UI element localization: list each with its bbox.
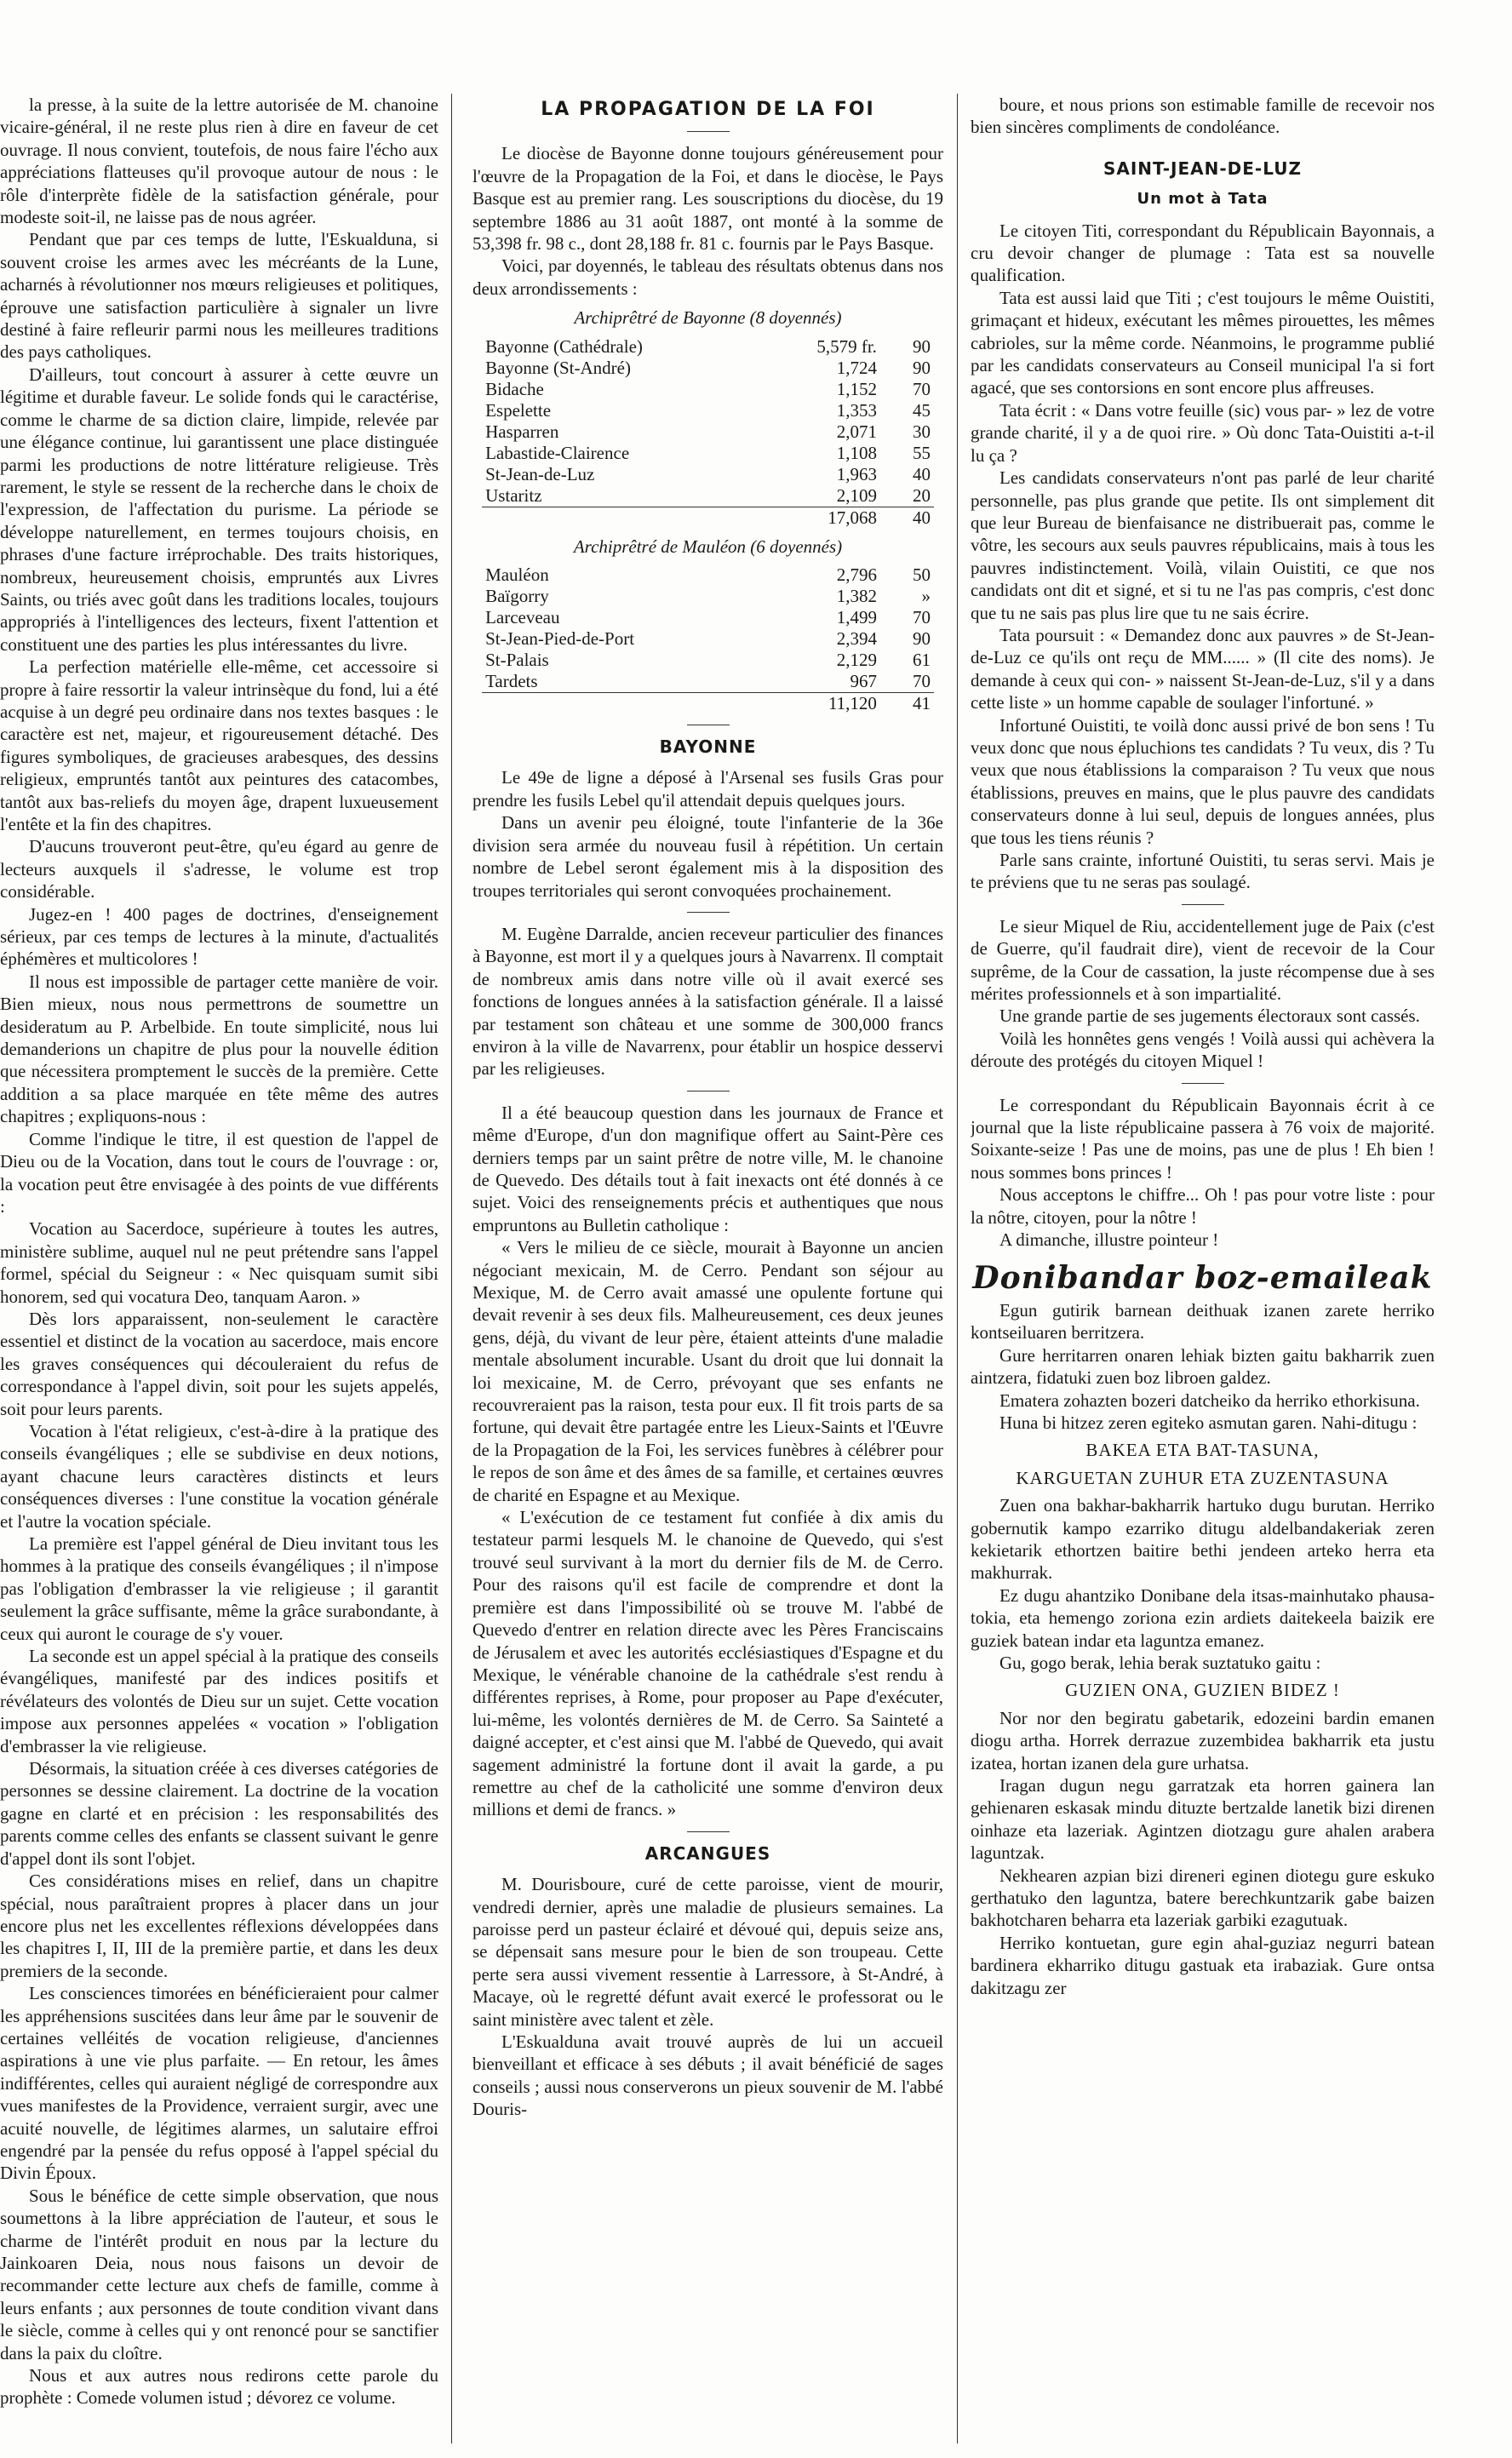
column-right xyxy=(971,94,1435,2426)
motto-line-2: KARGUETAN ZUHUR ETA ZUZENTASUNA xyxy=(1016,1467,1389,1488)
paragraph: Il nous est impossible de partager cette manière de voir. Bien mieux, nous nous permettrons de soumettre un desideratum au P. Arbelbide. En toute simplicité, nous lui demanderions un chapitre de plus pour la nouvelle édition que nécessitera promptement le succès de la première. Cette addition a sa place marquée en tête même des autres chapitres ; expliquons-nous : xyxy=(0,971,438,1127)
paragraph: Ematera zohazten bozeri datcheiko da herriko ethorkisuna. xyxy=(999,1389,1420,1411)
amount-cents: 55 xyxy=(912,442,931,463)
book-review-article xyxy=(0,94,438,2409)
doyenne-name: Ustaritz xyxy=(485,484,542,506)
paragraph: Nous acceptons le chiffre... Oh ! pas pour votre liste : pour la nôtre, citoyen, pour la nôtre ! xyxy=(971,1184,1435,1228)
paragraph: Huna bi hitzez zeren egiteko asmutan garen. Nahi-ditugu : xyxy=(999,1412,1418,1433)
table-row xyxy=(482,464,934,485)
heading-saint-jean-de-luz: SAINT-JEAN-DE-LUZ xyxy=(1102,158,1303,179)
arcangues-news xyxy=(472,1873,943,2120)
paragraph: Voici, par doyennés, le tableau des résultats obtenus dans nos deux arrondissements : xyxy=(472,255,943,299)
paragraph: boure, et nous prions son estimable famille de recevoir nos bien sincères compliments de condoléance. xyxy=(971,95,1435,138)
doyenne-name: St-Jean-de-Luz xyxy=(485,463,595,484)
paragraph: Vocation à l'état religieux, c'est-à-dire à la pratique des conseils évangéliques ; elle se subdivise en deux notions, ayant chacune leurs caractères distincts et leurs conséquences diverses : l'une constitue la vocation générale et l'autre la vocation spéciale. xyxy=(0,1420,438,1532)
paragraph: L'Eskualduna avait trouvé auprès de lui un accueil bienveillant et efficace à ses débuts ; il avait bénéficié de sages conseils ; aussi nous conserverons un pieux souvenir de M. l'abbé Douris- xyxy=(472,2031,943,2120)
paragraph: Jugez-en ! 400 pages de doctrines, d'enseignement sérieux, par ces temps de lectures à la minute, d'actualités éphémères et multicolores ! xyxy=(0,903,438,970)
amount-francs: 5,579 fr. xyxy=(816,335,877,357)
paragraph: Iragan dugun negu garratzak eta horren gainera lan gehienaren eskasak mindu dituzte bertzalde lanetik bizi direnen oinhaze eta lazeriak. Agintzen diotzagu gure ahalen arabera laguntzak. xyxy=(971,1775,1435,1864)
paragraph: Infortuné Ouistiti, te voilà donc aussi privé de bon sens ! Tu veux donc que nous épluchions tes candidats ? Tu veux, dis ? Tu veux que nous établissions la comparaison ? Tu veux que nous établissions, preuves en mains, que le plus pauvre des candidats conservateurs donne à lui seul, depuis de longues années, plus que tous les tiens réunis ? xyxy=(971,714,1435,848)
paragraph: Les consciences timorées en bénéficieraient pour calmer les appréhensions suscitées dans leur âme par le souvenir de certaines velléités de vocation religieuse, d'anciennes aspirations à une vie plus parfaite. — En retour, les âmes indifférentes, celles qui auraient négligé de correspondre aux vues manifestes de la Providence, verraient surgir, avec une acuité nouvelle, de légitimes alarmes, un salutaire effroi engendré par la pensée du refus opposé à l'appel spécial du Divin Époux. xyxy=(0,1983,438,2184)
paragraph: Tata est aussi laid que Titi ; c'est toujours le même Ouistiti, grimaçant et hideux, exécutant les mêmes pirouettes, les mêmes cabrioles, sur la même corde. Néanmoins, le programme publié par les candidats conservateurs au Conseil municipal l'a si fort agacé, que ses contorsions en sont encore plus affreuses. xyxy=(971,287,1435,398)
amount-francs: 2,129 xyxy=(836,650,877,671)
amount-cents: 90 xyxy=(912,335,931,357)
divider xyxy=(1182,1083,1224,1084)
paragraph: Gure herritarren onaren lehiak bizten gaitu bakharrik zuen aintzera, fidatuki zuen boz libroen galdez. xyxy=(971,1344,1435,1389)
amount-cents: 61 xyxy=(912,650,931,671)
paragraph: Dans un avenir peu éloigné, toute l'infanterie de la 36e division sera armée du nouveau fusil à répétition. Un certain nombre de Lebel seront également mis à la disposition des troupes territoriales qui seront convoquées prochainement. xyxy=(472,812,943,901)
column-divider xyxy=(451,94,452,2444)
paragraph: La première est l'appel général de Dieu invitant tous les hommes à la pratique des conseils évangéliques ; il n'impose pas l'obligation d'embrasser la vie religieuse ; il garantit seulement la grâce suffisante, même la grâce surabondante, à ceux qui auront le courage de s'y vouer. xyxy=(0,1533,438,1644)
paragraph: A dimanche, illustre pointeur ! xyxy=(999,1229,1219,1251)
table-row xyxy=(482,607,934,628)
paragraph: Voilà les honnêtes gens vengés ! Voilà aussi qui achèvera la déroute des protégés du citoyen Miquel ! xyxy=(971,1028,1435,1072)
amount-cents: 70 xyxy=(912,671,931,692)
paragraph: Il a été beaucoup question dans les journaux de France et même d'Europe, d'un don magnifique offert au Saint-Père ces derniers temps par un saint prêtre de notre ville, M. le chanoine de Quevedo. Des détails tout à fait inexacts ont été donnés à ce sujet. Voici des renseignements précis et authentiques que nous empruntons au Bulletin catholique : xyxy=(472,1102,943,1235)
heading-donibandar: Donibandar boz-emaileak xyxy=(972,1259,1433,1296)
paragraph: Les candidats conservateurs n'ont pas parlé de leur charité personnelle, pas plus grande que petite. Ils ont simplement dit que leur Bureau de bienfaisance ne distribuerait pas, comme le vôtre, les secours aux seuls pauvres républicains, mais à tous les pauvres indistinctement. Voilà, vilain Ouistiti, ce que nos candidats ont dit et signé, et si tu ne l'as pas compris, c'est donc que tu ne sais pas plus lire que tu ne sais écrire. xyxy=(971,467,1435,623)
table-row xyxy=(482,400,934,421)
column-middle xyxy=(472,94,943,2426)
amount-cents: 30 xyxy=(912,421,931,442)
doyenne-name: Tardets xyxy=(485,671,538,692)
paragraph: Dès lors apparaissent, non-seulement le caractère essentiel et distinct de la vocation au sacerdoce, mais encore les graves conséquences qui découleraient du refus de correspondance à l'appel divin, soit pour les sujets appelés, soit pour leurs parents. xyxy=(0,1308,438,1419)
amount-cents: 45 xyxy=(912,399,931,421)
paragraph: M. Dourisboure, curé de cette paroisse, vient de mourir, vendredi dernier, après une maladie de plusieurs semaines. La paroisse perd un pasteur éclairé et dévoué qui, depuis seize ans, se dépensait sans mesure pour le bien de son troupeau. Cette perte sera aussi vivement ressentie à Larressore, à St-André, à Macaye, où le regretté défunt avait exercé le professorat ou le saint ministère avec talent et zèle. xyxy=(472,1874,943,2030)
basque-article-part1 xyxy=(971,1299,1435,1434)
paragraph: D'ailleurs, tout concourt à assurer à cette œuvre un légitime et durable faveur. Le solide fonds qui le caractérise, comme le charme de sa diction claire, limpide, relevée par une élégance continue, lui garantissent une place distinguée parmi les productions de notre littérature religieuse. Très rarement, le style se ressent de la recherche dans le choix de l'expression, de l'affectation du purisme. La période se développe naturellement, en termes toujours choisis, en phrases d'une facture irréprochable. Des traits historiques, nombreux, heureusement choisis, empruntés aux Livres Saints, ou triés avec goût dans les traditions locales, toujours appropriés à l'intelligences des lecteurs, fixent l'attention et constituent une des parties les plus intéressantes du livre. xyxy=(0,364,438,655)
doyenne-name: Espelette xyxy=(485,399,552,421)
amount-francs: 1,382 xyxy=(836,586,877,607)
miquel-article xyxy=(971,915,1435,1073)
amount-cents: » xyxy=(921,586,931,607)
paragraph: Le sieur Miquel de Riu, accidentellement juge de Paix (c'est de Guerre, qu'il faudrait dire), vient de recevoir de la Cour suprême, de la Cour de cassation, la juste récompense due à ses mérites professionnels et à son impartialité. xyxy=(971,915,1435,1005)
amount-francs: 1,963 xyxy=(836,463,877,484)
total-cents: 41 xyxy=(880,693,934,715)
motto-line-1: BAKEA ETA BAT-TASUNA, xyxy=(1085,1440,1320,1461)
paragraph: Vocation au Sacerdoce, supérieure à toutes les autres, ministère sublime, auquel nul ne peut prétendre sans l'appel formel, spécial du Seigneur : « Nec quisquam sumit sibi honorem, sed qui vocatura Deo, tanquam Aaron. » xyxy=(0,1218,438,1307)
paragraph: Nekhearen azpian bizi direneri eginen diotegu gure eskuko gerthatuko den laguntza, batere berechkuntzarik gabe baizen bakhotcharen beharra eta lazeriak garbiki ezagutuak. xyxy=(971,1865,1435,1931)
basque-article-part2 xyxy=(971,1494,1435,1674)
paragraph: « Vers le milieu de ce siècle, mourait à Bayonne un ancien négociant mexicain, M. de Cerro. Pendant son séjour au Mexique, M. de Cerro avait amassé une opulente fortune qui devait revenir à ses deux fils. Malheureusement, ces deux jeunes gens, déjà, du vivant de leur père, étaient atteints d'une maladie mentale absolument incurable. Usant du droit que lui donnait la loi mexicaine, M. de Cerro, prévoyant que ses enfants ne recouvreraient pas la raison, testa pour eux. Il fit trois parts de sa fortune, qui devait être partagée entre les Lieux-Saints et l'Œuvre de la Propagation de la Foi, les services funèbres à célébrer pour le repos de son âme et des âmes de sa famille, et certaines œuvres de charité en Espagne et au Mexique. xyxy=(472,1237,943,1505)
cerro-news xyxy=(472,1102,943,1821)
paragraph: Ez dugu ahantziko Donibane dela itsas-mainhutako phausa-tokia, eta hemengo zoriona ezin ardiets daitekeela baizik ere guziek batean indar eta laguntza emanez. xyxy=(971,1584,1435,1651)
total-francs: 17,068 xyxy=(780,507,880,529)
table-row xyxy=(482,336,934,358)
table-row xyxy=(482,586,934,607)
divider xyxy=(687,131,730,132)
doyenne-name: Baïgorry xyxy=(485,586,549,607)
total-cents: 40 xyxy=(880,507,934,529)
doyenne-name: Labastide-Clairence xyxy=(485,442,630,463)
doyenne-name: Bayonne (St-André) xyxy=(485,357,631,378)
divider xyxy=(687,912,730,913)
paragraph: Pendant que par ces temps de lutte, l'Eskualduna, si souvent croise les armes avec les mécréants de la Lune, acharnés à révolutionner nos mœurs religieuses et politiques, éprouve une satisfaction particulière à signaler un livre destiné à faire refleurir parmi nous les meilleures traditions des pays catholiques. xyxy=(0,229,438,363)
paragraph: Le citoyen Titi, correspondant du Républicain Bayonnais, a cru devoir changer de plumage : Tata est sa nouvelle qualification. xyxy=(971,220,1435,286)
bayonne-news xyxy=(472,766,943,901)
doyenne-name: Bidache xyxy=(485,378,544,399)
amount-francs: 967 xyxy=(850,671,877,692)
paragraph: Gu, gogo berak, lehia berak suztatuko gaitu : xyxy=(999,1653,1321,1673)
paragraph: Désormais, la situation créée à ces diverses catégories de personnes se dessine clairement. La doctrine de la vocation gagne en clarté et en précision : les responsabilités des parents comme celles des enfants se classent suivant le genre d'appel dont ils sont l'objet. xyxy=(0,1758,438,1869)
paragraph: M. Eugène Darralde, ancien receveur particulier des finances à Bayonne, est mort il y a quelques jours à Navarrenx. Il comptait de nombreux amis dans notre ville où il avait exercé ses fonctions de longues années à la satisfaction générale. Il a laissé par testament son château et une somme de 300,000 francs environ à la ville de Navarrenx, pour établir un hospice desservi par les religieuses. xyxy=(472,923,943,1080)
doyenne-name: Larceveau xyxy=(485,607,560,628)
doyenne-name: Hasparren xyxy=(485,421,559,442)
total-row xyxy=(482,693,934,715)
table-row xyxy=(482,628,934,650)
mauleon-archipretre-heading: Archiprêtré de Mauléon (6 doyennés) xyxy=(573,536,843,557)
amount-francs: 2,394 xyxy=(836,628,877,650)
paragraph: Zuen ona bakhar-bakharrik hartuko dugu burutan. Herriko gobernutik kampo ezarriko ditugu aldelbandakeriak zeren kekietarik ethortzen baitire bethi jendeen arteko herra eta makhurrak. xyxy=(971,1495,1435,1584)
amount-francs: 2,109 xyxy=(836,484,877,506)
amount-cents: 50 xyxy=(912,564,931,586)
paragraph: la presse, à la suite de la lettre autorisée de M. chanoine vicaire-général, il ne reste plus rien à dire en faveur de cet ouvrage. Il nous convient, toutefois, de nous faire l'écho aux appréciations flatteuses qu'il provoque autour de nous : le rôle d'interprète fidèle de la satisfaction générale, pour modeste soit-il, ne laisse pas de nous agréer. xyxy=(0,95,438,228)
table-row xyxy=(482,650,934,671)
divider xyxy=(1182,904,1224,905)
paragraph: Nor nor den begiratu gabetarik, edozeini bardin emanen diogu artha. Horrek derrazue zuzembidea bakharrik eta justu izatea, hortan izanen dela gure urhatsa. xyxy=(971,1707,1435,1773)
tata-article xyxy=(971,220,1435,894)
amount-cents: 70 xyxy=(912,378,931,399)
basque-article-part3 xyxy=(971,1707,1435,1999)
paragraph: Sous le bénéfice de cette simple observation, que nous soumettons à la libre appréciation de l'auteur, et sous le charme de l'intérêt produit en nous par la lecture du Jainkoaren Deia, nous nous faisons un devoir de recommander cette lecture aux chefs de famille, comme à leurs enfants ; aux personnes de toute condition vivant dans le siècle, comme à celles qui y ont renoncé pour se sanctifier dans la paix du cloître. xyxy=(0,2185,438,2363)
paragraph: La seconde est un appel spécial à la pratique des conseils évangéliques, manifesté par des indices positifs et révélateurs des volontés de Dieu sur un sujet. Cette vocation impose aux personnes appelées « vocation » l'obligation d'embrasser la vie religieuse. xyxy=(0,1646,438,1756)
divider xyxy=(687,1831,730,1832)
total-label-cell xyxy=(482,693,780,715)
bayonne-table xyxy=(482,336,934,529)
paragraph: Herriko kontuetan, gure egin ahal-guziaz negurri batean bardinera ekharriko ditugu gastuak eta irabaziak. Gure ontsa dakitzagu zer xyxy=(971,1932,1435,1998)
paragraph: Egun gutirik barnean deithuak izanen zarete herriko kontseiluaren berritzera. xyxy=(971,1299,1435,1344)
paragraph: « L'exécution de ce testament fut confiée à dix amis du testateur parmi lesquels M. le chanoine de Quevedo, qui s'est trouvé seul survivant à la mort du dernier fils de M. de Cerro. Pour des raisons qu'il est facile de comprendre et dont la première est dans l'impossibilité où se trouve M. l'abbé de Quevedo d'entrer en relation directe avec les Pères Franciscains de Jérusalem et avec les autorités ecclésiastiques d'Espagne et du Mexique, le vénérable chanoine de la cathédrale s'est rendu à différentes reprises, à Rome, pour proposer au Pape d'exécuter, lui-même, les volontés dernières de M. de Cerro. Sa Sainteté a daigné accepter, et c'est ainsi que M. l'abbé de Quevedo, qui avait sagement administré la fortune dont il avait la garde, a pu remettre au chef de la catholicité une somme d'environ deux millions et demi de francs. » xyxy=(472,1507,943,1820)
amount-cents: 20 xyxy=(912,484,931,506)
table-row xyxy=(482,671,934,693)
doyenne-name: Bayonne (Cathédrale) xyxy=(485,335,643,357)
total-label-cell xyxy=(482,507,780,529)
paragraph: Le diocèse de Bayonne donne toujours généreusement pour l'œuvre de la Propagation de la Foi, et dans le diocèse, le Pays Basque est au premier rang. Les souscriptions du diocèse, du 19 septembre 1886 au 31 août 1887, ont monté à la somme de 53,398 fr. 98 c., dont 28,188 fr. 81 c. fournis par le Pays Basque. xyxy=(472,143,943,255)
table-row xyxy=(482,379,934,400)
total-francs: 11,120 xyxy=(780,693,880,715)
table-row xyxy=(482,421,934,443)
paragraph: Tata écrit : « Dans votre feuille (sic) vous par- » lez de votre grande charité, il y a de quoi rire. » Où donc Tata-Ouistiti a-t-il lu ça ? xyxy=(971,399,1435,466)
column-left xyxy=(0,94,438,2426)
amount-cents: 90 xyxy=(912,628,931,650)
amount-francs: 1,152 xyxy=(836,378,877,399)
table-row xyxy=(482,443,934,464)
mauleon-table xyxy=(482,564,934,714)
paragraph: Le correspondant du Républicain Bayonnais écrit à ce journal que la liste républicaine passera à 76 voix de majorité. Soixante-seize ! Pas une de moins, pas une de plus ! Eh bien ! nous sommes bons princes ! xyxy=(971,1094,1435,1183)
propagation-intro xyxy=(472,142,943,300)
paragraph: Le 49e de ligne a déposé à l'Arsenal ses fusils Gras pour prendre les fusils Lebel qu'il attendait depuis quelques jours. xyxy=(472,767,943,811)
total-row xyxy=(482,507,934,529)
paragraph: La perfection matérielle elle-même, cet accessoire si propre à faire ressortir la valeur intrinsèque du fond, lui a été acquise à un degré peu ordinaire dans nos textes basques : le caractère est net, majeur, et rigoureusement détaché. Des figures symboliques, de gracieuses arabesques, des dessins religieux, empruntés tantôt aux peintures des catacombes, tantôt aux bas-reliefs du moyen âge, drapent luxueusement l'entête et la fin des chapitres. xyxy=(0,656,438,834)
paragraph: Comme l'indique le titre, il est question de l'appel de Dieu ou de la Vocation, dans tout le cours de l'ouvrage : or, la vocation peut être envisagée à des points de vue différents : xyxy=(0,1128,438,1217)
heading-arcangues: ARCANGUES xyxy=(644,1842,771,1864)
darralde-news xyxy=(472,923,943,1080)
paragraph: Parle sans crainte, infortuné Ouistiti, tu seras servi. Mais je te préviens que tu ne seras pas soulagé. xyxy=(971,850,1435,893)
doyenne-name: St-Jean-Pied-de-Port xyxy=(485,628,635,650)
subheading-mot-a-tata: Un mot à Tata xyxy=(1137,190,1269,209)
amount-cents: 70 xyxy=(912,607,931,628)
paragraph: D'aucuns trouveront peut-être, qu'eu égard au genre de lecteurs auxquels il s'adresse, le volume est trop considérable. xyxy=(0,836,438,902)
amount-cents: 40 xyxy=(912,463,931,484)
amount-francs: 1,353 xyxy=(836,399,877,421)
column-divider xyxy=(957,94,958,2444)
paragraph: Une grande partie de ses jugements électoraux sont cassés. xyxy=(999,1006,1420,1027)
doyenne-name: Mauléon xyxy=(485,564,549,586)
paragraph: Tata poursuit : « Demandez donc aux pauvres » de St-Jean-de-Luz ce qu'ils ont reçu de MM...... » (Il cite des noms). Je demande à ceux qui con- » naissent St-Jean-de-Luz, s'il y a dans cette liste » un homme capable de soulager l'infortuné. » xyxy=(971,624,1435,713)
table-row xyxy=(482,358,934,379)
arcangues-continued xyxy=(971,94,1435,139)
motto-line-3: GUZIEN ONA, GUZIEN BIDEZ ! xyxy=(1065,1680,1340,1701)
amount-francs: 1,108 xyxy=(836,442,877,463)
doyenne-name: St-Palais xyxy=(485,650,549,671)
heading-bayonne: BAYONNE xyxy=(659,736,757,758)
heading-propagation: LA PROPAGATION DE LA FOI xyxy=(541,99,875,120)
paragraph: Ces considérations mises en relief, dans un chapitre spécial, nous paraîtraient propres à placer dans un jour encore plus net les excellentes réflexions développées dans les chapitres I, II, III de la première partie, et dans les deux premiers de la seconde. xyxy=(0,1871,438,1981)
bayonne-archipretre-heading: Archiprêtré de Bayonne (8 doyennés) xyxy=(574,307,842,329)
paragraph: Nous et aux autres nous redirons cette parole du prophète : Comede volumen istud ; dévorez ce volume. xyxy=(0,2365,438,2409)
amount-francs: 1,724 xyxy=(836,357,877,378)
amount-francs: 2,796 xyxy=(836,564,877,586)
correspondant-article xyxy=(971,1094,1435,1252)
table-row xyxy=(482,564,934,586)
table-row xyxy=(482,485,934,507)
amount-francs: 2,071 xyxy=(836,421,877,442)
amount-cents: 90 xyxy=(912,357,931,378)
amount-francs: 1,499 xyxy=(836,607,877,628)
